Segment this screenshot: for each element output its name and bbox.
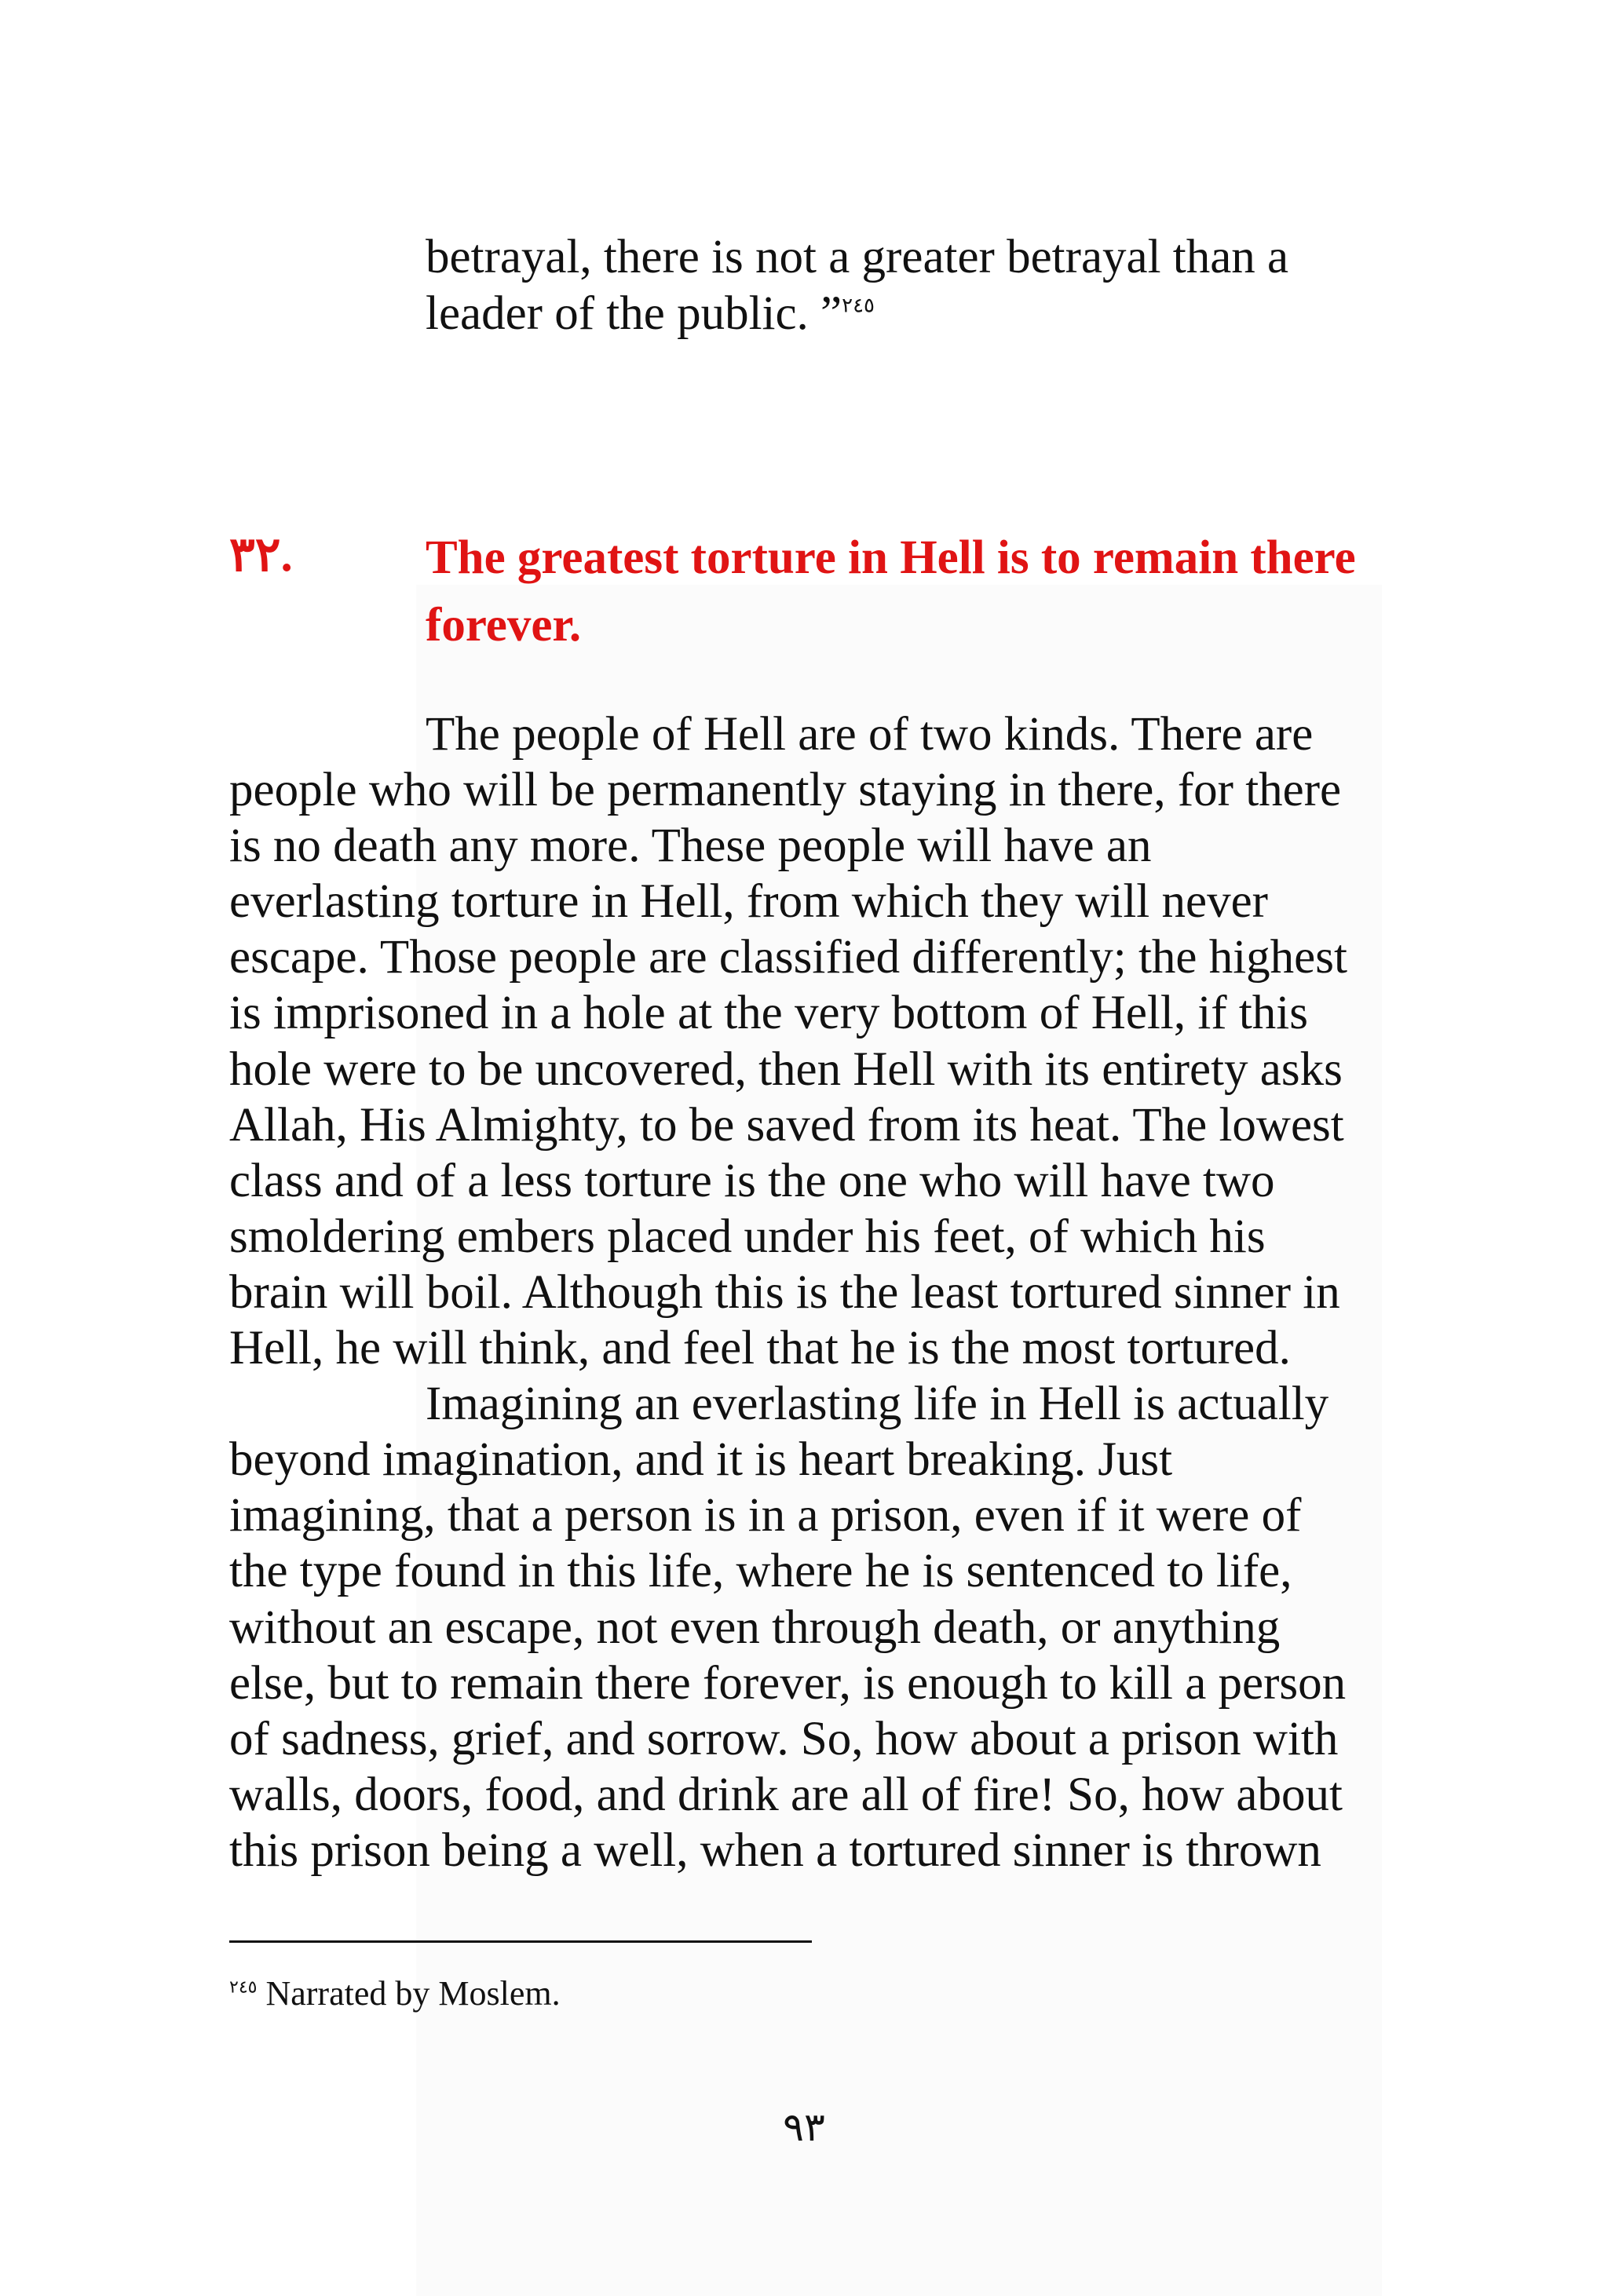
page-number: ٩٣ xyxy=(783,2105,825,2149)
body-text xyxy=(229,706,1407,1878)
body-line: people who will be permanently staying in there, for there xyxy=(229,764,1342,817)
body-line: smoldering embers placed under his feet, of which his xyxy=(229,1210,1266,1263)
continuation-line-text: leader of the public. ” xyxy=(426,287,842,340)
body-line: The people of Hell are of two kinds. There are xyxy=(426,708,1314,761)
section-heading-line: forever. xyxy=(426,599,582,652)
body-line: everlasting torture in Hell, from which they will never xyxy=(229,875,1268,929)
footnote-marker: ٢٤٥ xyxy=(229,1977,258,1997)
footnote xyxy=(229,1972,561,2016)
footnote-text: Narrated by Moslem. xyxy=(265,1974,561,2013)
body-line: this prison being a well, when a tortured sinner is thrown xyxy=(229,1823,1321,1877)
continuation-paragraph xyxy=(426,229,1399,342)
body-line: of sadness, grief, and sorrow. So, how about a prison with xyxy=(229,1712,1339,1765)
section-heading xyxy=(426,524,1399,659)
footnote-divider xyxy=(229,1940,812,1943)
body-line: is imprisoned in a hole at the very bottom of Hell, if this xyxy=(229,987,1308,1040)
body-line: escape. Those people are classified differently; the highest xyxy=(229,931,1347,984)
body-line: Hell, he will think, and feel that he is the most tortured. xyxy=(229,1322,1291,1375)
body-line: else, but to remain there forever, is enough to kill a person xyxy=(229,1656,1347,1710)
body-line: hole were to be uncovered, then Hell with its entirety asks xyxy=(229,1042,1343,1096)
body-line: the type found in this life, where he is sentenced to life, xyxy=(229,1545,1292,1598)
body-line: imagining, that a person is in a prison, even if it were of xyxy=(229,1489,1302,1542)
body-line: is no death any more. These people will have an xyxy=(229,819,1152,873)
continuation-line: betrayal, there is not a greater betrayal than a xyxy=(426,231,1289,283)
section-number: ٣٢. xyxy=(229,529,293,582)
body-line: without an escape, not even through death, or anything xyxy=(229,1601,1281,1654)
body-line: Imagining an everlasting life in Hell is actually xyxy=(426,1378,1329,1431)
section-heading-line: The greatest torture in Hell is to remain there xyxy=(426,531,1356,584)
body-line: brain will boil. Although this is the least tortured sinner in xyxy=(229,1265,1340,1319)
footnote-reference: ٢٤٥ xyxy=(842,294,875,317)
body-line: beyond imagination, and it is heart breaking. Just xyxy=(229,1433,1173,1487)
body-line: walls, doors, food, and drink are all of fire! So, how about xyxy=(229,1768,1343,1821)
body-line: class and of a less torture is the one who will have two xyxy=(229,1154,1275,1207)
continuation-line xyxy=(426,286,1399,342)
body-line: Allah, His Almighty, to be saved from its heat. The lowest xyxy=(229,1098,1344,1152)
